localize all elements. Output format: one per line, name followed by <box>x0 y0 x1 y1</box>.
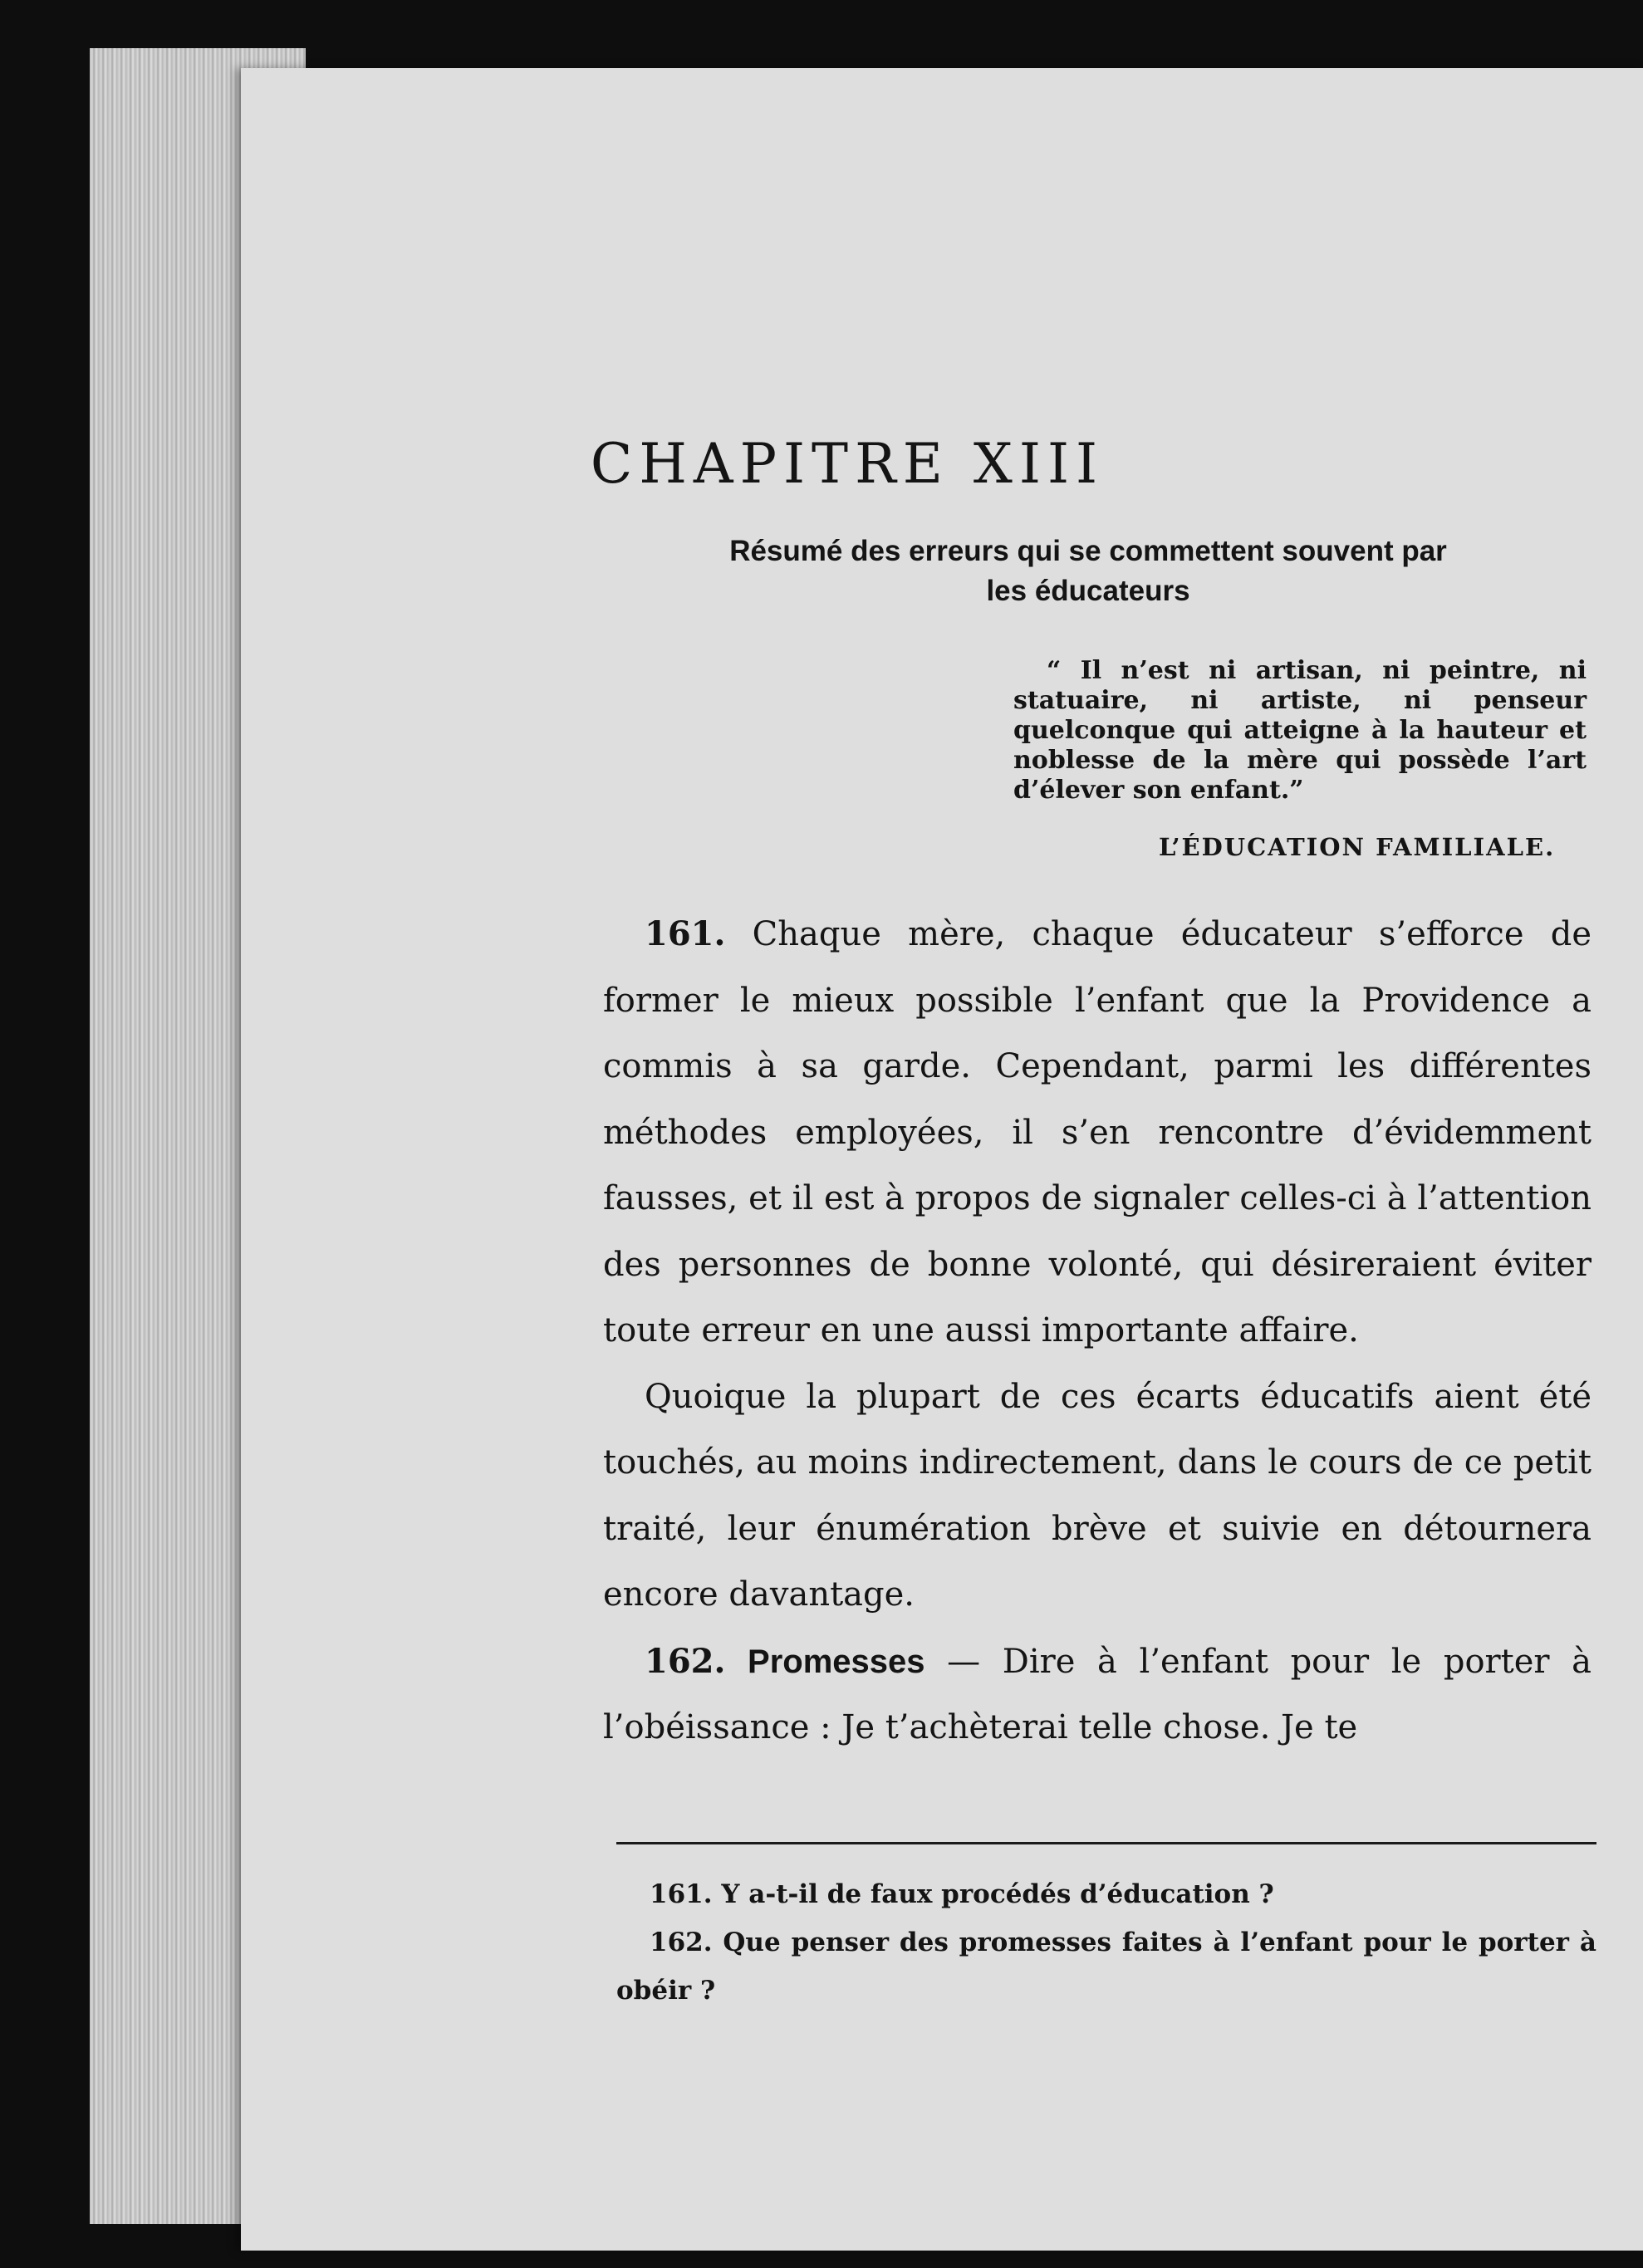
footnote-161 <box>616 1870 1596 1918</box>
chapter-subtitle <box>640 531 1537 611</box>
paragraph-text: Quoique la plupart de ces écarts éducatifs aient été touchés, au moins indirectement, dans le cours de ce petit traité, leur énumération brève et suivie en détournera encore davantage. <box>603 1377 1592 1614</box>
paragraph-text: Chaque mère, chaque éducateur s’efforce de former le mieux possible l’enfant que la Providence a commis à sa garde. Cependant, parmi les différentes méthodes employées, il s’en rencontre d’évidemment fausses, et il est à propos de signaler celles-ci à l’attention des personnes de bonne volonté, qui désireraient éviter toute erreur en une aussi importante affaire. <box>603 915 1592 1350</box>
epigraph-quote: “ Il n’est ni artisan, ni peintre, ni statuaire, ni artiste, ni penseur quelconque qui atteigne à la hauteur et noblesse de la mère qui possède l’art d’élever son enfant.” <box>1013 656 1587 805</box>
paragraph-162 <box>603 1629 1592 1761</box>
paragraph-heading: Promesses <box>748 1643 925 1680</box>
chapter-title <box>449 432 1445 496</box>
paragraph-text: — Dire à l’enfant pour le porter à l’obéissance : Je t’achèterai telle chose. Je te <box>603 1642 1592 1746</box>
footnotes <box>616 1870 1596 2015</box>
footnote-text: Y a-t-il de faux procédés d’éducation ? <box>721 1879 1274 1909</box>
epigraph-source: L’ÉDUCATION FAMILIALE. <box>1159 833 1556 861</box>
chapter-title-text: CHAPITRE XIII <box>590 432 1105 496</box>
footnote-divider <box>616 1842 1596 1844</box>
footnote-text: Que penser des promesses faites à l’enfant pour le porter à obéir ? <box>616 1928 1596 2006</box>
paragraph-number: 162. <box>645 1641 726 1681</box>
footnote-number: 162. <box>650 1928 713 1957</box>
chapter-subtitle-line2: les éducateurs <box>986 575 1190 607</box>
footnote-number: 161. <box>650 1879 713 1909</box>
chapter-subtitle-line1: Résumé des erreurs qui se commettent souvent par <box>729 535 1447 567</box>
body-text <box>603 901 1592 1761</box>
paragraph-number: 161. <box>645 914 726 953</box>
paragraph-continuation <box>603 1364 1592 1629</box>
paragraph-161 <box>603 901 1592 1364</box>
footnote-162 <box>616 1918 1596 2015</box>
